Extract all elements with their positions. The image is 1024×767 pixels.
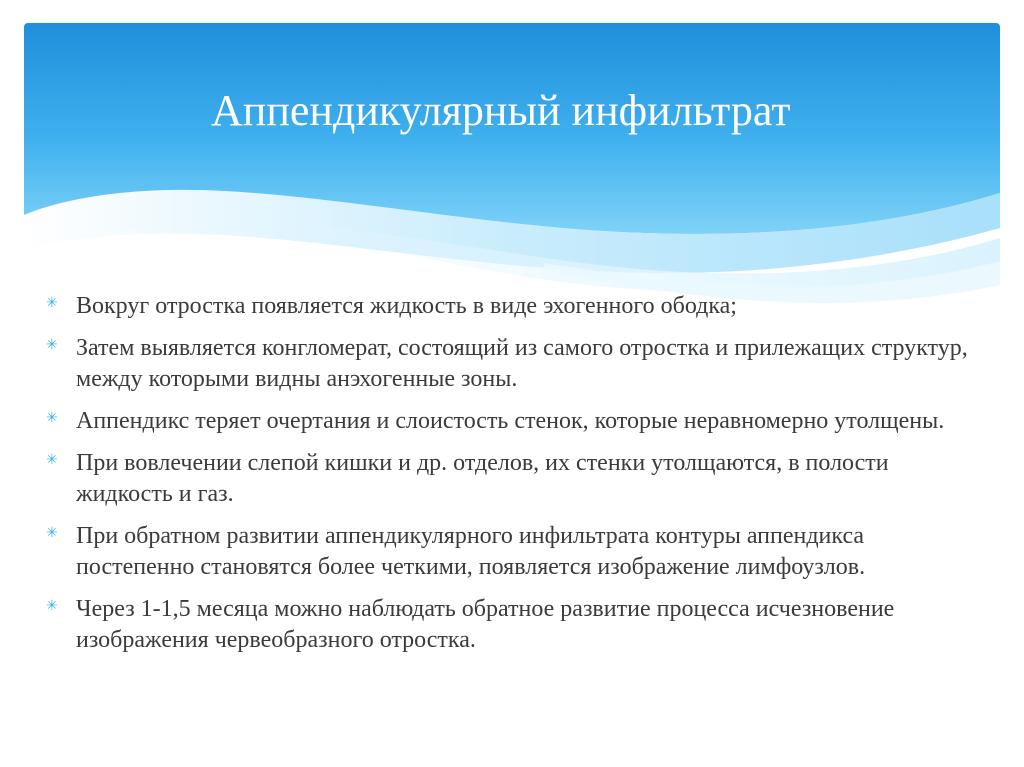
bullet-text: Через 1-1,5 месяца можно наблюдать обратное развитие процесса исчезновение изображения червеобразного отростка. (76, 596, 895, 653)
asterisk-icon: ✳ (46, 525, 58, 541)
slide-title: Аппендикулярный инфильтрат (211, 86, 791, 135)
bullet-text: Вокруг отростка появляется жидкость в виде эхогенного ободка; (76, 293, 737, 319)
bullet-text: Затем выявляется конгломерат, состоящий из самого отростка и прилежащих структур, между которыми видны анэхогенные зоны. (76, 335, 968, 392)
bullet-list (46, 291, 986, 667)
asterisk-icon: ✳ (46, 410, 58, 426)
header-wave-background (24, 23, 1000, 313)
bullet-text: При обратном развитии аппендикулярного инфильтрата контуры аппендикса постепенно становятся более четкими, появляется изображение лимфоузлов. (76, 523, 866, 580)
asterisk-icon: ✳ (46, 295, 58, 311)
asterisk-icon: ✳ (46, 598, 58, 614)
list-item (46, 448, 986, 510)
list-item (46, 333, 986, 395)
list-item (46, 291, 986, 322)
list-item (46, 594, 986, 656)
list-item (46, 521, 986, 583)
slide (24, 23, 1000, 751)
list-item (46, 406, 986, 437)
asterisk-icon: ✳ (46, 452, 58, 468)
bullet-text: Аппендикс теряет очертания и слоистость стенок, которые неравномерно утолщены. (76, 408, 945, 434)
bullet-text: При вовлечении слепой кишки и др. отделов, их стенки утолщаются, в полости жидкость и газ. (76, 450, 889, 507)
asterisk-icon: ✳ (46, 337, 58, 353)
